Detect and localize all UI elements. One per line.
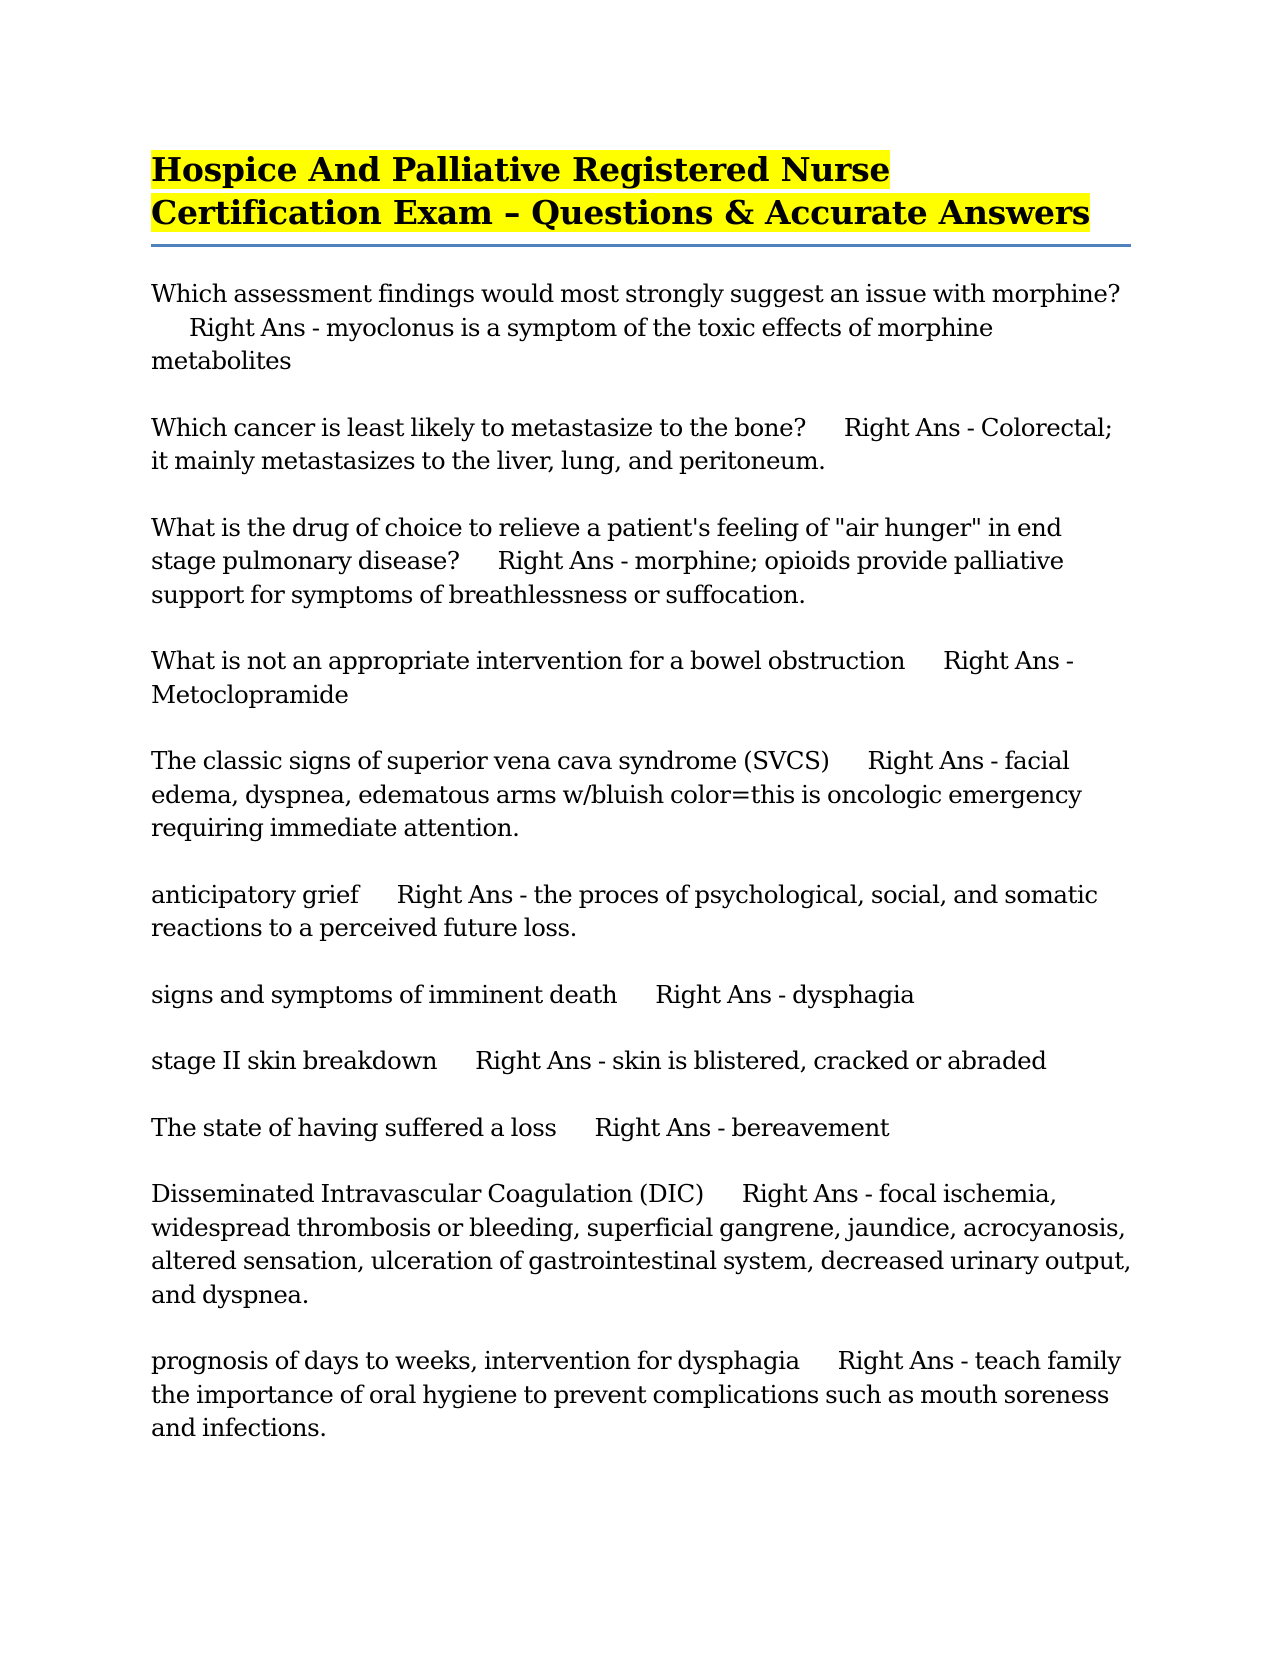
question-text: Disseminated Intravascular Coagulation (DIC)	[151, 1179, 704, 1208]
qa-item	[151, 1044, 1131, 1078]
answer-prefix: Right Ans -	[943, 646, 1074, 675]
answer-prefix: Right Ans -	[843, 412, 981, 442]
qa-item	[151, 277, 1131, 378]
question-text: signs and symptoms of imminent death	[151, 979, 618, 1009]
question-text: The state of having suffered a loss	[151, 1112, 557, 1142]
question-text: What is the drug of choice to relieve a patient's feeling of "air hunger" in end stage pulmonary disease?	[151, 512, 1062, 575]
document-page	[151, 148, 1131, 1478]
answer-text: teach family the importance of oral hygiene to prevent complications such as mouth soreness and infections.	[151, 1346, 1121, 1442]
qa-list	[151, 277, 1131, 1445]
title-block	[151, 148, 1131, 247]
qa-item	[151, 978, 1131, 1012]
qa-item	[151, 744, 1131, 845]
document-title-text: Hospice And Palliative Registered Nurse Certification Exam – Questions & Accurate Answers	[151, 150, 1091, 232]
question-text: Which cancer is least likely to metastasize to the bone?	[151, 412, 806, 442]
question-text: stage II skin breakdown	[151, 1046, 438, 1075]
answer-prefix: Right Ans -	[475, 1046, 613, 1075]
answer-text: skin is blistered, cracked or abraded	[612, 1046, 1047, 1075]
answer-text: morphine; opioids provide palliative support for symptoms of breathlessness or suffocation.	[151, 546, 1064, 609]
answer-prefix: Right Ans -	[655, 979, 793, 1009]
answer-text: facial edema, dyspnea, edematous arms w/bluish color=this is oncologic emergency requiring immediate attention.	[151, 746, 1082, 842]
qa-item	[151, 644, 1131, 711]
qa-item	[151, 411, 1131, 478]
question-text: The classic signs of superior vena cava syndrome (SVCS)	[151, 746, 830, 775]
answer-text: Metoclopramide	[151, 679, 349, 709]
answer-text: dysphagia	[792, 979, 915, 1009]
question-text: prognosis of days to weeks, intervention for dysphagia	[151, 1346, 800, 1375]
question-text: What is not an appropriate intervention for a bowel obstruction	[151, 646, 906, 675]
qa-item	[151, 1111, 1131, 1145]
qa-item	[151, 878, 1131, 945]
answer-prefix: Right Ans -	[594, 1112, 732, 1142]
answer-text: the proces of psychological, social, and somatic reactions to a perceived future loss.	[151, 879, 1098, 942]
answer-prefix: Right Ans -	[837, 1346, 975, 1375]
answer-text: myoclonus is a symptom of the toxic effects of morphine metabolites	[151, 312, 993, 375]
question-text: anticipatory grief	[151, 879, 359, 909]
qa-item	[151, 1344, 1131, 1445]
answer-prefix: Right Ans -	[741, 1179, 879, 1208]
answer-text: focal ischemia, widespread thrombosis or bleeding, superficial gangrene, jaundice, acrocyanosis, altered sensation, ulceration of gastrointestinal system, decreased urinary output, and dyspnea.	[151, 1179, 1132, 1309]
answer-text: bereavement	[731, 1112, 890, 1142]
answer-prefix: Right Ans -	[396, 879, 534, 909]
answer-text: Colorectal; it mainly metastasizes to the liver, lung, and peritoneum.	[151, 412, 1113, 475]
answer-prefix: Right Ans -	[497, 546, 635, 575]
answer-prefix: Right Ans -	[189, 312, 326, 342]
qa-item	[151, 511, 1131, 612]
answer-prefix: Right Ans -	[867, 746, 1005, 775]
document-title	[151, 148, 1131, 234]
qa-item	[151, 1177, 1131, 1311]
question-text: Which assessment findings would most strongly suggest an issue with morphine?	[151, 279, 1121, 308]
